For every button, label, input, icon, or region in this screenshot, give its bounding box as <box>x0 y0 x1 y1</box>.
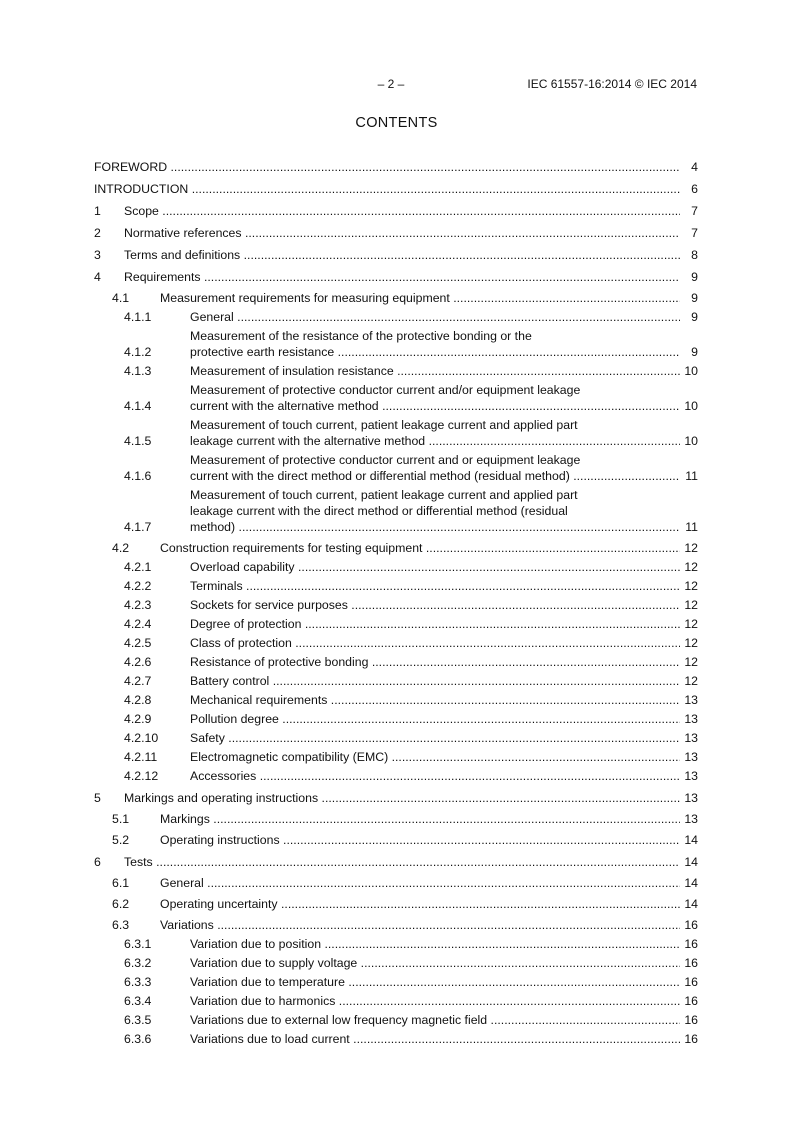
toc-entry-page: 14 <box>684 855 698 869</box>
toc-entry-line: Terminals ..... <box>190 578 680 594</box>
toc-entry-page: 13 <box>684 693 698 707</box>
toc-entry-number: 4.2.6 <box>124 655 152 669</box>
toc-entry-title <box>124 247 680 263</box>
toc-entry-line: Operating uncertainty ..... <box>160 896 680 912</box>
toc-entry-title <box>160 832 680 848</box>
toc-entry-title <box>190 363 680 379</box>
toc-entry-title <box>190 673 680 689</box>
toc-entry-title <box>190 635 680 651</box>
toc-entry-line: Construction requirements for testing equipment ..... <box>160 540 680 556</box>
toc-entry-page: 13 <box>684 731 698 745</box>
toc-entry-line: Scope ..... <box>124 203 680 219</box>
toc-entry-page: 14 <box>684 833 698 847</box>
toc-entry[interactable] <box>94 749 698 765</box>
toc-entry-title <box>124 225 680 241</box>
toc-entry-title <box>124 790 680 806</box>
toc-entry-title <box>94 159 680 175</box>
toc-entry-number: 6.3.4 <box>124 994 152 1008</box>
toc-entry-title <box>190 749 680 765</box>
toc-entry-line: current with the alternative method ..... <box>190 398 680 414</box>
toc-entry-number: 5.1 <box>112 812 130 826</box>
toc-entry-title <box>190 559 680 575</box>
toc-entry-page: 16 <box>684 1032 698 1046</box>
toc-entry-number: 4.2.9 <box>124 712 152 726</box>
toc-entry-number: 4.1.5 <box>124 434 152 448</box>
toc-entry-number: 1 <box>94 204 101 218</box>
toc-entry-page: 13 <box>684 712 698 726</box>
toc-entry[interactable] <box>94 269 698 285</box>
toc-entry-number: 4.2.5 <box>124 636 152 650</box>
toc-entry-number: 4.1.2 <box>124 345 152 359</box>
toc-entry-page: 9 <box>691 345 698 359</box>
toc-entry[interactable] <box>94 730 698 746</box>
toc-entry-page: 13 <box>684 750 698 764</box>
toc-entry-title <box>190 1012 680 1028</box>
toc-entry-line: Variations ..... <box>160 917 680 933</box>
toc-entry-title <box>94 181 680 197</box>
toc-entry-page: 9 <box>691 291 698 305</box>
toc-entry[interactable] <box>94 363 698 379</box>
toc-entry-line: Markings ..... <box>160 811 680 827</box>
toc-entry[interactable] <box>94 382 698 414</box>
toc-entry-page: 14 <box>684 897 698 911</box>
toc-entry-number: 4.1.7 <box>124 520 152 534</box>
toc-entry-line: Measurement of the resistance of the protective bonding or the <box>190 329 532 343</box>
toc-entry-number: 4.2.7 <box>124 674 152 688</box>
toc-entry-line: leakage current with the alternative method ..... <box>190 433 680 449</box>
toc-entry-page: 12 <box>684 598 698 612</box>
toc-entry-number: 6.3.6 <box>124 1032 152 1046</box>
toc-entry-page: 7 <box>691 226 698 240</box>
toc-entry-line: Variation due to supply voltage ..... <box>190 955 680 971</box>
toc-entry-number: 4.1 <box>112 291 130 305</box>
toc-entry[interactable] <box>94 635 698 651</box>
toc-entry-page: 12 <box>684 655 698 669</box>
toc-entry-number: 6.3.2 <box>124 956 152 970</box>
toc-entry[interactable] <box>94 811 698 827</box>
toc-entry[interactable] <box>94 790 698 806</box>
toc-entry-line: Degree of protection ..... <box>190 616 680 632</box>
toc-entry[interactable] <box>94 936 698 952</box>
toc-entry-line: Pollution degree ..... <box>190 711 680 727</box>
toc-entry-page: 16 <box>684 994 698 1008</box>
toc-entry-line: Resistance of protective bonding ..... <box>190 654 680 670</box>
toc-entry-page: 10 <box>684 434 698 448</box>
toc-entry-number: 4.2.4 <box>124 617 152 631</box>
toc-entry-line: Requirements ..... <box>124 269 680 285</box>
toc-entry-title <box>190 328 680 360</box>
toc-entry-number: 4.2.11 <box>124 750 158 764</box>
toc-entry-line: Measurement of protective conductor current and or equipment leakage <box>190 453 581 467</box>
toc-entry-number: 4.1.6 <box>124 469 152 483</box>
toc-entry[interactable] <box>94 452 698 484</box>
toc-entry-line: protective earth resistance ..... <box>190 344 680 360</box>
toc-entry-page: 13 <box>684 791 698 805</box>
toc-entry[interactable] <box>94 417 698 449</box>
page-number: – 2 – <box>377 77 405 91</box>
toc-entry-page: 13 <box>684 769 698 783</box>
toc-entry[interactable] <box>94 159 698 175</box>
toc-entry[interactable] <box>94 559 698 575</box>
toc-entry-line: Markings and operating instructions ..... <box>124 790 680 806</box>
toc-entry-line: FOREWORD ..... <box>94 159 680 175</box>
toc-entry-page: 16 <box>684 937 698 951</box>
toc-entry[interactable] <box>94 290 698 306</box>
toc-entry-line: Overload capability ..... <box>190 559 680 575</box>
toc-entry-line: Battery control ..... <box>190 673 680 689</box>
page-title: CONTENTS <box>355 115 438 131</box>
toc-entry-page: 12 <box>684 560 698 574</box>
toc-entry-number: 6.3.3 <box>124 975 152 989</box>
standard-reference: IEC 61557-16:2014 © IEC 2014 <box>527 77 697 91</box>
toc-entry-number: 6.3.1 <box>124 937 152 951</box>
toc-entry-title <box>190 309 680 325</box>
toc-entry-page: 6 <box>691 182 698 196</box>
toc-entry-page: 12 <box>684 617 698 631</box>
toc-entry-page: 11 <box>685 520 698 534</box>
toc-entry-page: 9 <box>691 310 698 324</box>
toc-entry-page: 16 <box>684 1013 698 1027</box>
toc-entry[interactable] <box>94 597 698 613</box>
toc-entry-page: 12 <box>684 541 698 555</box>
toc-entry-title <box>160 540 680 556</box>
toc-entry-number: 6.3 <box>112 918 130 932</box>
toc-entry[interactable] <box>94 974 698 990</box>
toc-entry[interactable] <box>94 225 698 241</box>
toc-entry-number: 6.3.5 <box>124 1013 152 1027</box>
toc-entry-line: Normative references ..... <box>124 225 680 241</box>
toc-entry-number: 4.2.1 <box>124 560 152 574</box>
toc-entry[interactable] <box>94 203 698 219</box>
toc-entry-line: Sockets for service purposes ..... <box>190 597 680 613</box>
toc-entry-number: 4.2 <box>112 541 130 555</box>
toc-entry-number: 4.1.1 <box>124 310 152 324</box>
toc-entry-title <box>190 692 680 708</box>
toc-entry-title <box>190 1031 680 1047</box>
toc-entry-title <box>190 487 680 535</box>
toc-entry-line: General ..... <box>160 875 680 891</box>
toc-entry-page: 12 <box>684 674 698 688</box>
toc-entry[interactable] <box>94 854 698 870</box>
toc-entry-number: 4 <box>94 270 101 284</box>
toc-entry-line: Electromagnetic compatibility (EMC) ..... <box>190 749 680 765</box>
toc-entry-title <box>190 578 680 594</box>
toc-entry-page: 12 <box>684 636 698 650</box>
toc-entry[interactable] <box>94 768 698 784</box>
toc-entry-page: 16 <box>684 918 698 932</box>
toc-entry[interactable] <box>94 1031 698 1047</box>
toc-entry[interactable] <box>94 692 698 708</box>
toc-entry-title <box>160 875 680 891</box>
toc-entry[interactable] <box>94 654 698 670</box>
toc-entry-line: Mechanical requirements ..... <box>190 692 680 708</box>
toc-entry-number: 6.1 <box>112 876 130 890</box>
toc-entry-title <box>190 993 680 1009</box>
toc-entry[interactable] <box>94 328 698 360</box>
toc-entry-title <box>124 854 680 870</box>
toc-entry-title <box>160 917 680 933</box>
toc-entry-title <box>190 597 680 613</box>
toc-entry[interactable] <box>94 578 698 594</box>
toc-entry-page: 16 <box>684 956 698 970</box>
toc-entry[interactable] <box>94 616 698 632</box>
toc-entry-number: 4.1.3 <box>124 364 152 378</box>
toc-entry-number: 3 <box>94 248 101 262</box>
toc-entry-number: 4.2.10 <box>124 731 159 745</box>
toc-entry-page: 9 <box>691 270 698 284</box>
toc-entry-page: 4 <box>691 160 698 174</box>
toc-entry[interactable] <box>94 487 698 535</box>
toc-entry-number: 4.2.3 <box>124 598 152 612</box>
toc-entry[interactable] <box>94 832 698 848</box>
toc-entry-line: Accessories ..... <box>190 768 680 784</box>
toc-entry[interactable] <box>94 181 698 197</box>
toc-entry-page: 10 <box>684 364 698 378</box>
toc-entry-page: 11 <box>685 469 698 483</box>
toc-entry-number: 6.2 <box>112 897 130 911</box>
toc-entry-title <box>190 654 680 670</box>
toc-entry-number: 5.2 <box>112 833 130 847</box>
toc-entry-line: Safety ..... <box>190 730 680 746</box>
toc-entry-line: Variations due to load current ..... <box>190 1031 680 1047</box>
toc-entry-number: 6 <box>94 855 101 869</box>
toc-entry[interactable] <box>94 711 698 727</box>
toc-entry-line: Variation due to position ..... <box>190 936 680 952</box>
toc-entry-number: 4.2.12 <box>124 769 159 783</box>
table-of-contents <box>94 159 698 1047</box>
toc-entry-line: Variations due to external low frequency magnetic field ..... <box>190 1012 680 1028</box>
toc-entry-title <box>190 452 680 484</box>
toc-entry-page: 13 <box>684 812 698 826</box>
toc-entry-line: Measurement requirements for measuring equipment ..... <box>160 290 680 306</box>
toc-entry-title <box>160 896 680 912</box>
toc-entry-line: Operating instructions ..... <box>160 832 680 848</box>
toc-entry-line: Class of protection ..... <box>190 635 680 651</box>
toc-entry-line: Variation due to temperature ..... <box>190 974 680 990</box>
toc-entry-line: Measurement of touch current, patient leakage current and applied part <box>190 418 578 432</box>
toc-entry-page: 8 <box>691 248 698 262</box>
toc-entry-title <box>190 417 680 449</box>
toc-entry[interactable] <box>94 1012 698 1028</box>
toc-entry-number: 4.1.4 <box>124 399 152 413</box>
toc-entry-title <box>190 974 680 990</box>
toc-entry-title <box>190 955 680 971</box>
toc-entry-page: 12 <box>684 579 698 593</box>
toc-entry-line: INTRODUCTION ..... <box>94 181 680 197</box>
toc-entry-line: General ..... <box>190 309 680 325</box>
toc-entry-page: 7 <box>691 204 698 218</box>
toc-entry-page: 14 <box>684 876 698 890</box>
toc-entry-title <box>190 936 680 952</box>
toc-entry[interactable] <box>94 917 698 933</box>
toc-entry[interactable] <box>94 540 698 556</box>
toc-entry-title <box>160 811 680 827</box>
toc-entry[interactable] <box>94 247 698 263</box>
toc-entry-title <box>124 203 680 219</box>
toc-entry-title <box>190 768 680 784</box>
toc-entry-title <box>160 290 680 306</box>
toc-entry-line: current with the direct method or differential method (residual method) ..... <box>190 468 680 484</box>
toc-entry[interactable] <box>94 993 698 1009</box>
toc-entry-title <box>124 269 680 285</box>
toc-entry[interactable] <box>94 896 698 912</box>
toc-entry[interactable] <box>94 875 698 891</box>
toc-entry-title <box>190 616 680 632</box>
page-header <box>0 77 793 93</box>
toc-entry-page: 10 <box>684 399 698 413</box>
toc-entry-title <box>190 711 680 727</box>
toc-entry-line: Variation due to harmonics ..... <box>190 993 680 1009</box>
toc-entry-number: 5 <box>94 791 101 805</box>
toc-entry-line: Terms and definitions ..... <box>124 247 680 263</box>
toc-entry-line: Tests ..... <box>124 854 680 870</box>
toc-entry-line: leakage current with the direct method or differential method (residual <box>190 504 568 518</box>
toc-entry-title <box>190 730 680 746</box>
toc-entry-line: Measurement of touch current, patient leakage current and applied part <box>190 488 578 502</box>
toc-entry-number: 4.2.8 <box>124 693 152 707</box>
toc-entry-line: Measurement of protective conductor current and/or equipment leakage <box>190 383 581 397</box>
toc-entry-number: 4.2.2 <box>124 579 152 593</box>
toc-entry[interactable] <box>94 955 698 971</box>
toc-entry-number: 2 <box>94 226 101 240</box>
toc-entry[interactable] <box>94 673 698 689</box>
toc-entry-page: 16 <box>684 975 698 989</box>
toc-entry-title <box>190 382 680 414</box>
toc-entry-line: method) ..... <box>190 519 680 535</box>
toc-entry-line: Measurement of insulation resistance ..... <box>190 363 680 379</box>
toc-entry[interactable] <box>94 309 698 325</box>
